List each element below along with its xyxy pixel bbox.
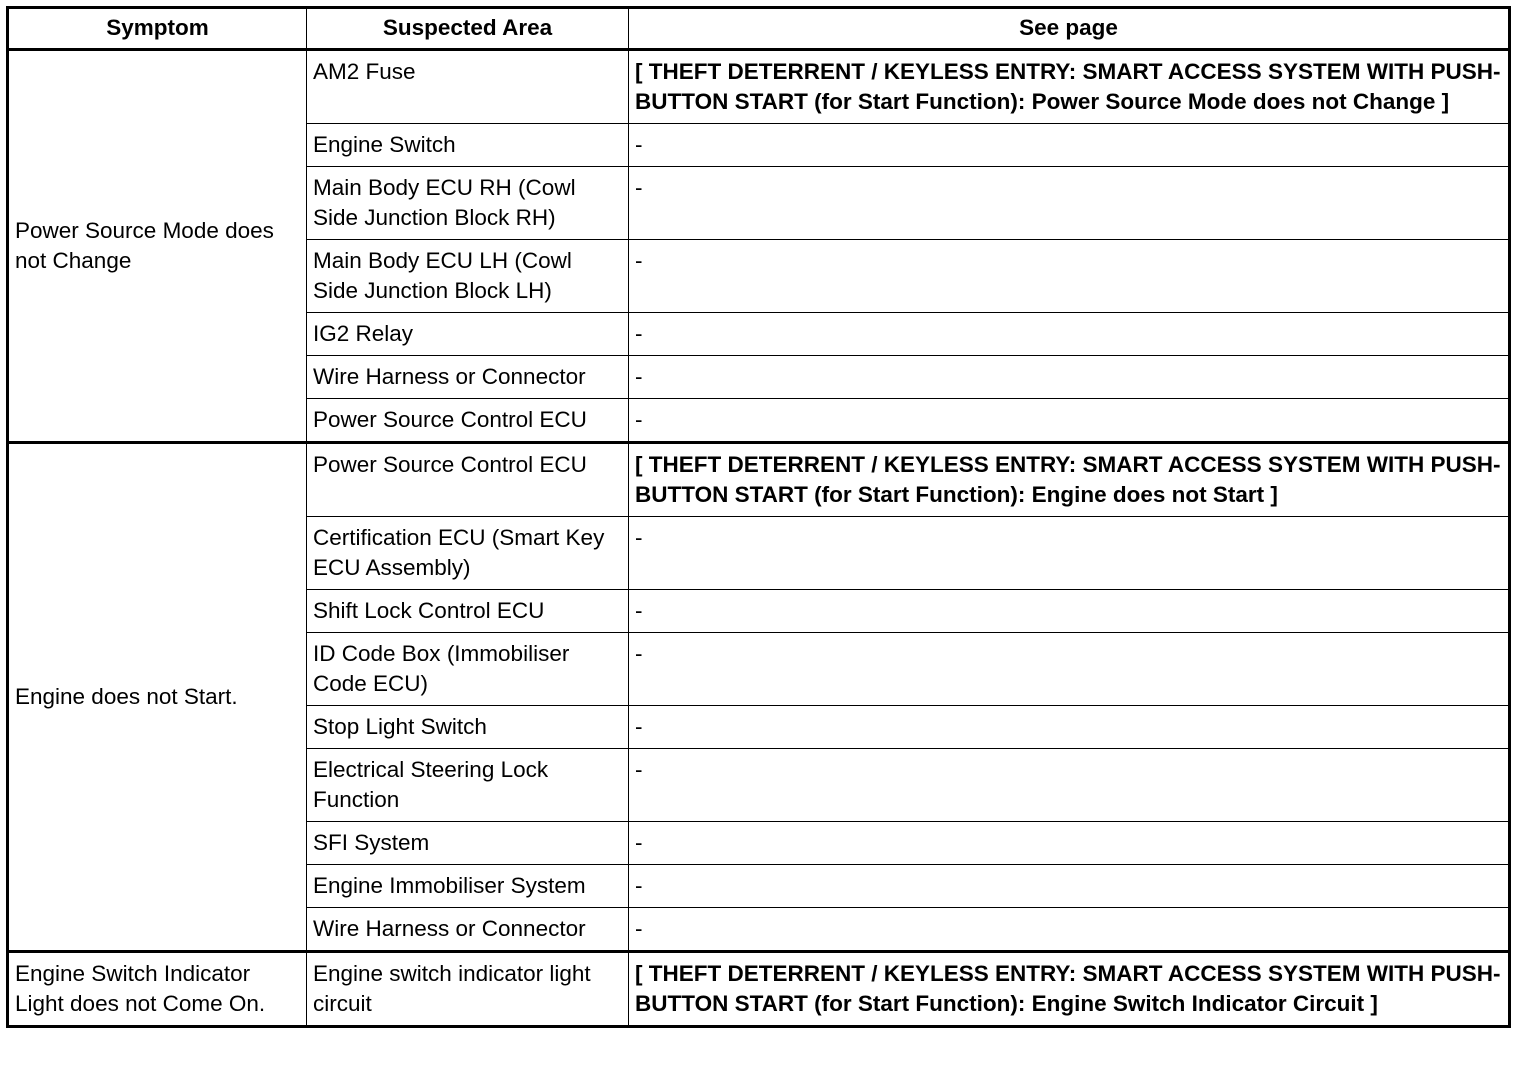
table-body — [8, 50, 1510, 1027]
table-row — [8, 50, 1510, 124]
suspected-area-cell: Engine Immobiliser System — [307, 865, 629, 908]
see-page-cell: - — [629, 356, 1510, 399]
see-page-link[interactable]: [ THEFT DETERRENT / KEYLESS ENTRY: SMART ACCESS SYSTEM WITH PUSH-BUTTON START (for Start Function): Power Source Mode does not Change ] — [629, 50, 1510, 124]
suspected-area-cell: Main Body ECU LH (Cowl Side Junction Block LH) — [307, 240, 629, 313]
suspected-area-cell: Shift Lock Control ECU — [307, 590, 629, 633]
see-page-cell: - — [629, 706, 1510, 749]
see-page-cell: - — [629, 167, 1510, 240]
suspected-area-cell: AM2 Fuse — [307, 50, 629, 124]
table-row — [8, 443, 1510, 517]
suspected-area-cell: IG2 Relay — [307, 313, 629, 356]
see-page-cell: - — [629, 313, 1510, 356]
see-page-cell: - — [629, 908, 1510, 952]
troubleshooting-table — [6, 6, 1511, 1028]
suspected-area-cell: Wire Harness or Connector — [307, 908, 629, 952]
suspected-area-cell: Power Source Control ECU — [307, 443, 629, 517]
suspected-area-cell: Stop Light Switch — [307, 706, 629, 749]
see-page-cell: - — [629, 517, 1510, 590]
suspected-area-cell: ID Code Box (Immobiliser Code ECU) — [307, 633, 629, 706]
suspected-area-cell: Engine switch indicator light circuit — [307, 952, 629, 1027]
suspected-area-cell: Certification ECU (Smart Key ECU Assembly) — [307, 517, 629, 590]
see-page-link[interactable]: [ THEFT DETERRENT / KEYLESS ENTRY: SMART ACCESS SYSTEM WITH PUSH-BUTTON START (for Start Function): Engine does not Start ] — [629, 443, 1510, 517]
see-page-cell: - — [629, 633, 1510, 706]
symptom-cell: Engine does not Start. — [8, 443, 307, 952]
see-page-cell: - — [629, 865, 1510, 908]
header-suspected-area: Suspected Area — [307, 8, 629, 50]
see-page-cell: - — [629, 399, 1510, 443]
suspected-area-cell: Wire Harness or Connector — [307, 356, 629, 399]
header-symptom: Symptom — [8, 8, 307, 50]
see-page-cell: - — [629, 240, 1510, 313]
see-page-link[interactable]: [ THEFT DETERRENT / KEYLESS ENTRY: SMART ACCESS SYSTEM WITH PUSH-BUTTON START (for Start Function): Engine Switch Indicator Circuit ] — [629, 952, 1510, 1027]
see-page-cell: - — [629, 749, 1510, 822]
suspected-area-cell: Main Body ECU RH (Cowl Side Junction Block RH) — [307, 167, 629, 240]
see-page-cell: - — [629, 124, 1510, 167]
suspected-area-cell: Power Source Control ECU — [307, 399, 629, 443]
header-see-page: See page — [629, 8, 1510, 50]
suspected-area-cell: SFI System — [307, 822, 629, 865]
suspected-area-cell: Engine Switch — [307, 124, 629, 167]
symptom-cell: Power Source Mode does not Change — [8, 50, 307, 443]
see-page-cell: - — [629, 822, 1510, 865]
see-page-cell: - — [629, 590, 1510, 633]
suspected-area-cell: Electrical Steering Lock Function — [307, 749, 629, 822]
header-row — [8, 8, 1510, 50]
table-row — [8, 952, 1510, 1027]
symptom-cell: Engine Switch Indicator Light does not Come On. — [8, 952, 307, 1027]
